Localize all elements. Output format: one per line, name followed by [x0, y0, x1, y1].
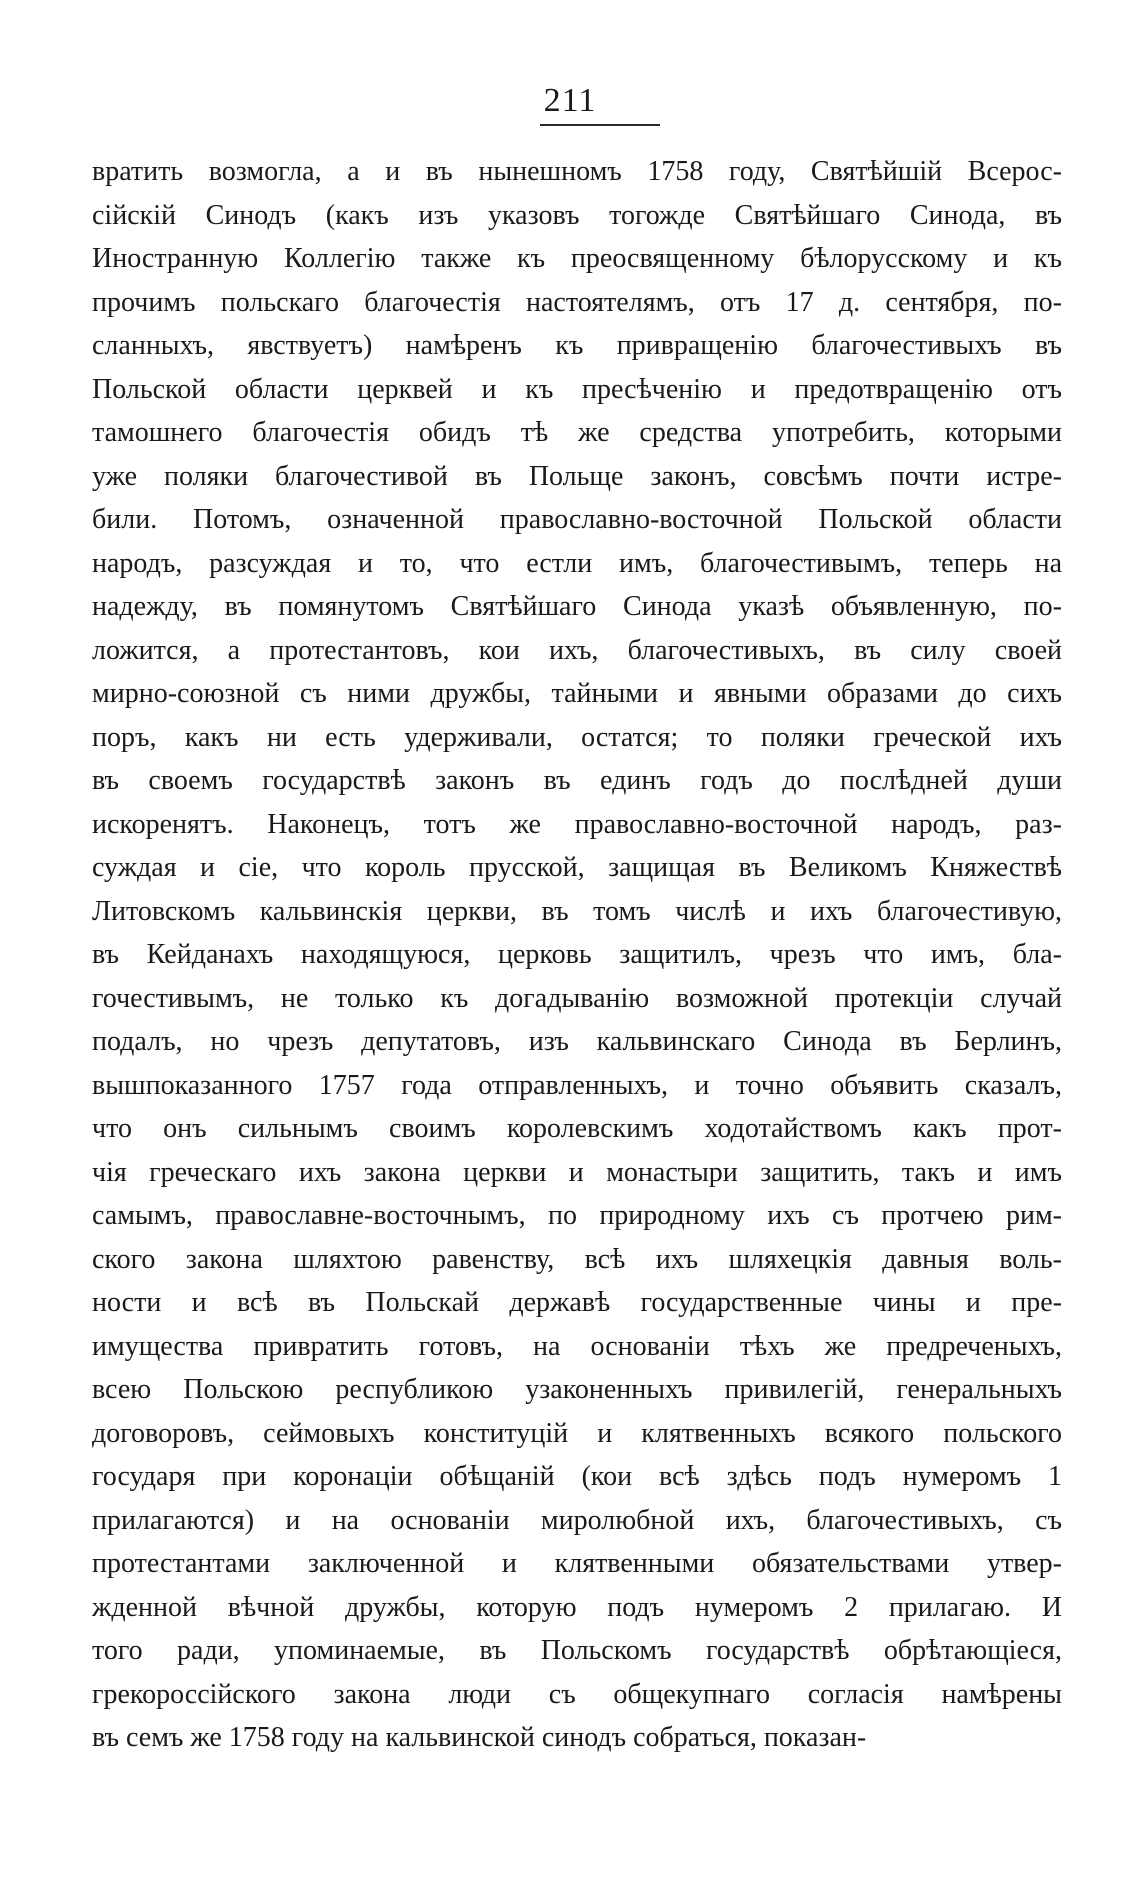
text-line-33: протестантами заключенной и клятвенными обязательствами утвер-	[92, 1548, 1062, 1579]
text-line-6: Польской области церквей и къ пресѣченію и предотвращенію отъ	[92, 373, 1062, 405]
text-line-18: Литовскомъ кальвинскія церкви, въ томъ числѣ и ихъ благочестивую,	[92, 895, 1062, 927]
text-line-4: прочимъ польскаго благочестія настоятелямъ, отъ 17 д. сентября, по-	[92, 286, 1062, 318]
text-line-29: всею Польскою республикою узаконенныхъ привилегій, генеральныхъ	[92, 1374, 1062, 1405]
text-line-15: въ своемъ государствѣ законъ въ единъ годъ до послѣдней души	[92, 765, 1062, 796]
text-line-26: ского закона шляхтою равенству, всѣ ихъ шляхецкія давныя воль-	[92, 1243, 1062, 1275]
text-line-24: чія греческаго ихъ закона церкви и монастыри защитить, такъ и имъ	[92, 1156, 1062, 1188]
text-line-13: мирно-союзной съ ними дружбы, тайными и явными образами до сихъ	[92, 678, 1062, 709]
text-line-7: тамошнего благочестія обидъ тѣ же средства употребить, которыми	[92, 417, 1062, 448]
text-line-37: въ семъ же 1758 году на кальвинской синодъ собраться, показан-	[92, 1722, 867, 1753]
text-line-20: гочестивымъ, не только къ догадыванію возможной протекціи случай	[92, 982, 1062, 1014]
text-line-14: поръ, какъ ни есть удерживали, остатся; то поляки греческой ихъ	[92, 721, 1062, 753]
text-line-12: ложится, а протестантовъ, кои ихъ, благочестивыхъ, въ силу своей	[92, 634, 1062, 666]
text-line-30: договоровъ, сеймовыхъ конституцій и клятвенныхъ всякого польского	[92, 1417, 1062, 1449]
text-line-21: подалъ, но чрезъ депутатовъ, изъ кальвинскаго Синода въ Берлинъ,	[92, 1026, 1062, 1057]
text-line-28: имущества привратить готовъ, на основаніи тѣхъ же предреченыхъ,	[92, 1330, 1062, 1362]
text-line-22: вышпоказанного 1757 года отправленныхъ, и точно объявить сказалъ,	[92, 1069, 1062, 1101]
body-text	[92, 150, 1062, 1760]
text-line-10: народъ, разсуждая и то, что естли имъ, благочестивымъ, теперь на	[92, 547, 1062, 579]
page-number: 211	[543, 82, 597, 119]
text-line-5: сланныхъ, явствуетъ) намѣренъ къ привращенію благочестивыхъ въ	[92, 330, 1062, 361]
text-line-27: ности и всѣ въ Польскай державѣ государственные чины и пре-	[92, 1287, 1062, 1318]
text-line-16: искоренятъ. Наконецъ, тотъ же православно-восточной народъ, раз-	[92, 808, 1062, 840]
text-line-17: суждая и сіе, что король прусской, защищая въ Великомъ Княжествѣ	[92, 852, 1062, 883]
text-line-11: надежду, въ помянутомъ Святѣйшаго Синода указѣ объявленную, по-	[92, 591, 1062, 622]
text-line-1: вратить возмогла, а и въ нынешномъ 1758 году, Святѣйшій Всерос-	[92, 156, 1062, 187]
text-line-36: грекороссійского закона люди съ общекупнаго согласія намѣрены	[92, 1678, 1062, 1710]
text-line-35: того ради, упоминаемые, въ Польскомъ государствѣ обрѣтающіеся,	[92, 1635, 1062, 1666]
text-line-23: что онъ сильнымъ своимъ королевскимъ ходотайствомъ какъ прот-	[92, 1113, 1062, 1144]
text-line-19: въ Кейданахъ находящуюся, церковь защитилъ, чрезъ что имъ, бла-	[92, 939, 1062, 970]
text-line-25: самымъ, православне-восточнымъ, по природному ихъ съ протчею рим-	[92, 1200, 1062, 1231]
text-line-2: сійскій Синодъ (какъ изъ указовъ тогожде Святѣйшаго Синода, въ	[92, 199, 1062, 231]
text-line-9: били. Потомъ, означенной православно-восточной Польской области	[92, 504, 1062, 535]
text-line-32: прилагаются) и на основаніи миролюбной ихъ, благочестивыхъ, съ	[92, 1504, 1062, 1536]
page-number-rule	[540, 124, 660, 126]
text-line-34: жденной вѣчной дружбы, которую подъ нумеромъ 2 прилагаю. И	[92, 1591, 1062, 1623]
text-line-8: уже поляки благочестивой въ Польще законъ, совсѣмъ почти истре-	[92, 460, 1062, 492]
text-line-31: государя при коронаціи обѣщаній (кои всѣ здѣсь подъ нумеромъ 1	[92, 1461, 1062, 1492]
text-line-3: Иностранную Коллегію также къ преосвященному бѣлорусскому и къ	[92, 243, 1062, 274]
